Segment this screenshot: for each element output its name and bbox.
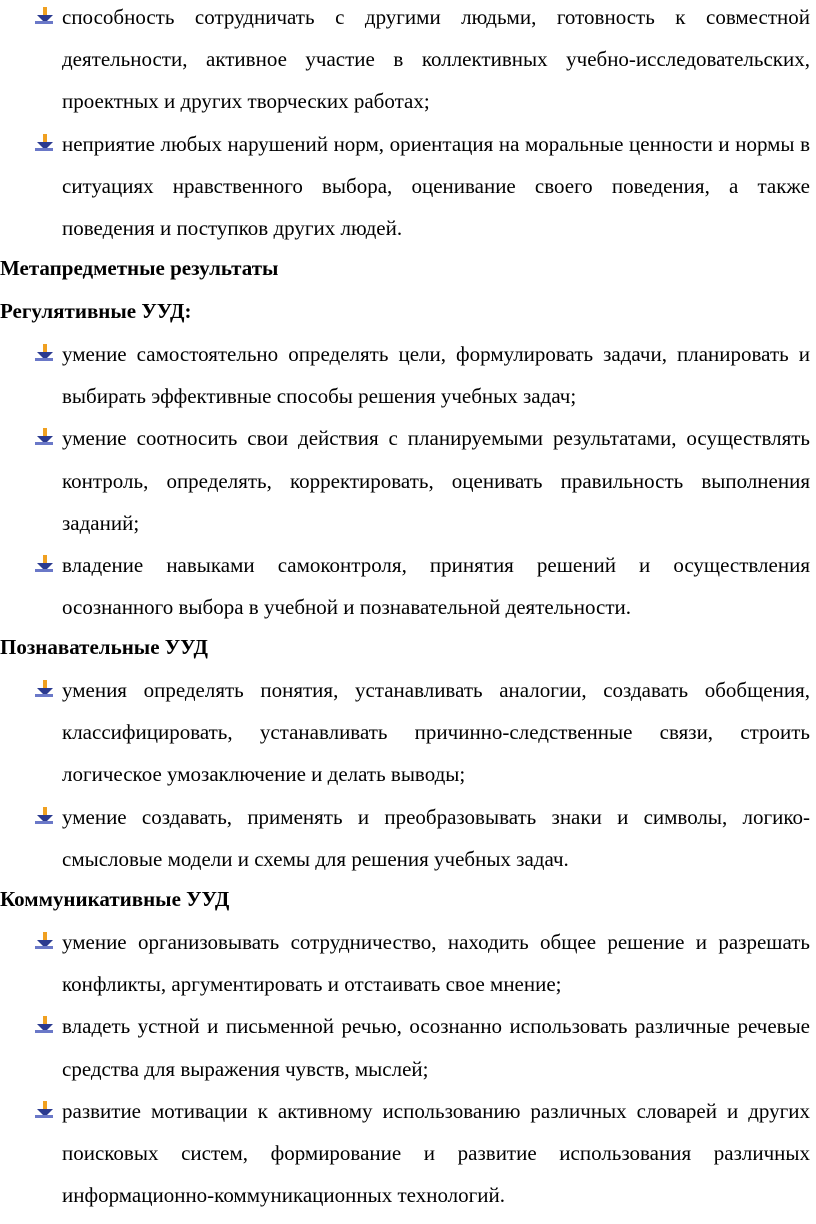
list-item-text: развитие мотивации к активному использованию различных словарей и других поисковых систем, формирование и развитие использования различных информационно-коммуникационных технологий. (62, 1098, 810, 1208)
list-item (0, 333, 816, 417)
list-item-text: владеть устной и письменной речью, осознанно использовать различные речевые средства для выражения чувств, мыслей; (62, 1014, 810, 1081)
list-item-text: умение организовывать сотрудничество, находить общее решение и разрешать конфликты, аргументировать и отстаивать свое мнение; (62, 930, 810, 997)
list-item (0, 1090, 816, 1217)
arrow-bullet-icon (34, 554, 54, 574)
list-item-text: владение навыками самоконтроля, принятия решений и осуществления осознанного выбора в учебной и познавательной деятельности. (62, 553, 810, 620)
list-item-text: умение соотносить свои действия с планируемыми результатами, осуществлять контроль, определять, корректировать, оценивать правильность выполнения заданий; (62, 426, 810, 535)
arrow-bullet-icon (34, 679, 54, 699)
arrow-bullet-icon (34, 1100, 54, 1120)
list-item-text: умение создавать, применять и преобразовывать знаки и символы, логико-смысловые модели и схемы для решения учебных задач. (62, 804, 810, 871)
list-item-text: умения определять понятия, устанавливать аналогии, создавать обобщения, классифицировать, устанавливать причинно-следственные связи, строить логическое умозаключение и делать выводы; (62, 678, 810, 787)
arrow-bullet-icon (34, 806, 54, 826)
list-item (0, 544, 816, 628)
arrow-bullet-icon (34, 427, 54, 447)
list-item (0, 417, 816, 544)
intro-list (0, 0, 816, 249)
arrow-bullet-icon (34, 343, 54, 363)
cognitive-heading: Познавательные УУД (0, 635, 208, 659)
regulatory-list (0, 333, 816, 628)
list-item (0, 0, 816, 123)
regulatory-heading: Регулятивные УУД: (0, 299, 192, 323)
list-item-text: умение самостоятельно определять цели, формулировать задачи, планировать и выбирать эффективные способы решения учебных задач; (62, 342, 810, 409)
arrow-bullet-icon (34, 133, 54, 153)
arrow-bullet-icon (34, 6, 54, 26)
arrow-bullet-icon (34, 931, 54, 951)
list-item-text: неприятие любых нарушений норм, ориентация на моральные ценности и нормы в ситуациях нравственного выбора, оценивание своего поведения, а также поведения и поступков других людей. (62, 131, 810, 241)
list-item (0, 123, 816, 250)
meta-heading: Метапредметные результаты (0, 256, 279, 280)
cognitive-list (0, 669, 816, 880)
list-item (0, 921, 816, 1005)
communicative-heading: Коммуникативные УУД (0, 887, 230, 911)
communicative-list (0, 921, 816, 1216)
list-item (0, 669, 816, 796)
list-item (0, 796, 816, 880)
arrow-bullet-icon (34, 1015, 54, 1035)
list-item (0, 1005, 816, 1089)
list-item-text: способность сотрудничать с другими людьми, готовность к совместной деятельности, активное участие в коллективных учебно-исследовательских, проектных и других творческих работах; (62, 5, 810, 114)
